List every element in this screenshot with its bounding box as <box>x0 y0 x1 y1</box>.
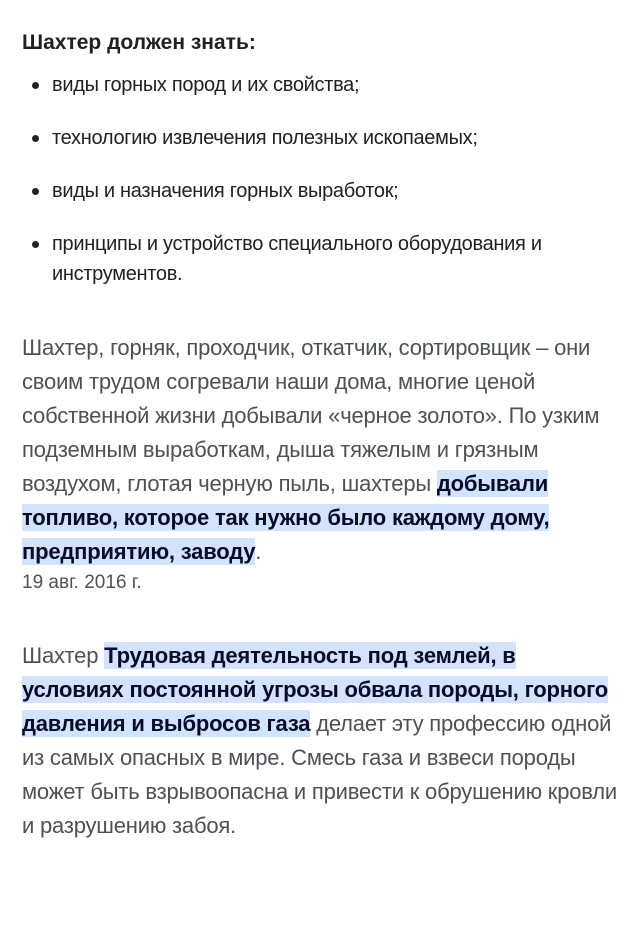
list-item-text: виды и назначения горных выработок; <box>52 180 399 202</box>
list-item-text: виды горных пород и их свойства; <box>52 74 360 96</box>
list-heading: Шахтер должен знать: <box>22 31 256 54</box>
list-item <box>22 176 620 206</box>
bullet-icon <box>32 135 39 142</box>
bullet-icon <box>32 82 39 89</box>
bullet-icon <box>32 241 39 248</box>
list-item-text: принципы и устройство специального оборудования и инструментов. <box>52 233 542 285</box>
snippet-date: 19 авг. 2016 г. <box>22 572 142 593</box>
snippet-paragraph-miners <box>22 331 620 569</box>
bullet-icon <box>32 188 39 195</box>
snippet-text-end: делает эту профессию одной из самых опасных в мире. Смесь газа и взвеси породы может быть взрывоопасна и привести к обрушению кровли и разрушению забоя. <box>22 711 618 838</box>
knowledge-list <box>22 70 620 289</box>
highlighted-answer: Трудовая деятельность под землей, в условиях постоянной угрозы обвала породы, горного давления и выбросов газа <box>22 643 608 736</box>
highlighted-answer: добывали топливо, которое так нужно было каждому дому, предприятию, заводу <box>22 471 550 564</box>
list-item <box>22 123 620 153</box>
list-item <box>22 70 620 100</box>
snippet-text: Шахтер, горняк, проходчик, откатчик, сортировщик – они своим трудом согревали наши дома, многие ценой собственной жизни добывали «черное золото». По узким подземным выработкам, дыша тяжелым и грязным воздухом, глотая черную пыль, шахтеры <box>22 335 600 496</box>
list-item <box>22 229 620 289</box>
snippet-text: Шахтер <box>22 643 105 668</box>
snippet-text-end: . <box>255 539 262 564</box>
snippet-paragraph-danger <box>22 639 620 843</box>
list-item-text: технологию извлечения полезных ископаемых; <box>52 127 478 149</box>
